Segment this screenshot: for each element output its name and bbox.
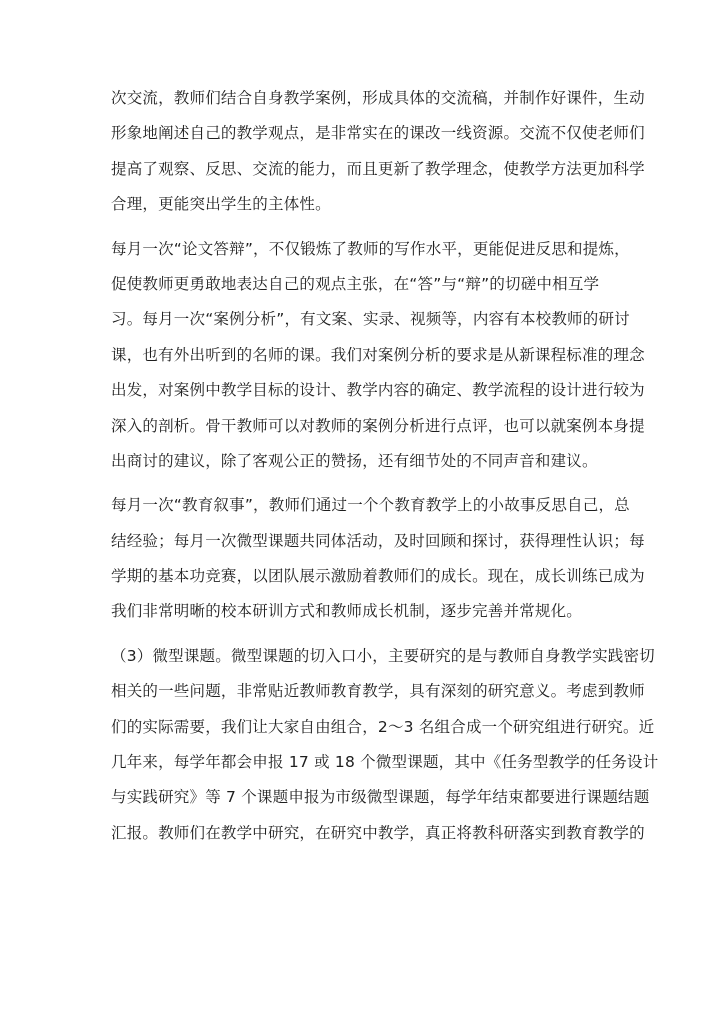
text-line: （3）微型课题。微型课题的切入口小，主要研究的是与教师自身教学实践密切 <box>111 646 655 665</box>
text-line: 与实践研究》等 7 个课题申报为市级微型课题，每学年结束都要进行课题结题 <box>111 788 650 807</box>
text-line: 形象地阐述自己的教学观点，是非常实在的课改一线资源。交流不仅使老师们 <box>111 124 645 143</box>
text-line: 课，也有外出听到的名师的课。我们对案例分析的要求是从新课程标准的理念 <box>111 345 645 364</box>
body-text <box>111 81 659 851</box>
text-line: 我们非常明晰的校本研训方式和教师成长机制，逐步完善并常规化。 <box>111 602 583 621</box>
paragraph-exchange <box>111 81 645 223</box>
text-line: 习。每月一次“案例分析”，有文案、实录、视频等，内容有本校教师的研讨 <box>111 310 630 329</box>
text-line: 合理，更能突出学生的主体性。 <box>111 195 331 214</box>
text-line: 出商讨的建议，除了客观公正的赞扬，还有细节处的不同声音和建议。 <box>111 451 598 470</box>
text-line: 每月一次“教育叙事”，教师们通过一个个教育教学上的小故事反思自己，总 <box>111 496 630 515</box>
text-line: 汇报。教师们在教学中研究，在研究中教学，真正将教科研落实到教育教学的 <box>111 823 645 842</box>
text-line: 相关的一些问题，非常贴近教师教育教学，具有深刻的研究意义。考虑到教师 <box>111 682 645 701</box>
text-line: 们的实际需要，我们让大家自由组合，2～3 名组合成一个研究组进行研究。近 <box>111 717 655 736</box>
paragraph-gap <box>111 630 631 639</box>
text-line: 深入的剖析。骨干教师可以对教师的案例分析进行点评，也可以就案例本身提 <box>111 416 645 435</box>
text-line: 每月一次“论文答辩”，不仅锻炼了教师的写作水平，更能促进反思和提炼， <box>111 239 630 258</box>
paragraph-gap <box>111 479 631 488</box>
text-line: 学期的基本功竞赛，以团队展示激励着教师们的成长。现在，成长训练已成为 <box>111 567 645 586</box>
paragraph-micro-topics <box>111 639 659 851</box>
paragraph-narrative <box>111 488 645 630</box>
text-line: 促使教师更勇敢地表达自己的观点主张，在“答”与“辩”的切磋中相互学 <box>111 274 600 293</box>
text-line: 次交流，教师们结合自身教学案例，形成具体的交流稿，并制作好课件，生动 <box>111 89 645 107</box>
text-line: 提高了观察、反思、交流的能力，而且更新了教学理念，使教学方法更加科学 <box>111 159 645 178</box>
text-line: 几年来，每学年都会申报 17 或 18 个微型课题，其中《任务型教学的任务设计 <box>111 753 659 772</box>
paragraph-thesis-defense <box>111 232 645 480</box>
text-line: 出发，对案例中教学目标的设计、教学内容的确定、教学流程的设计进行较为 <box>111 381 645 400</box>
paragraph-gap <box>111 223 631 232</box>
text-line: 结经验；每月一次微型课题共同体活动，及时回顾和探讨，获得理性认识；每 <box>111 531 645 550</box>
